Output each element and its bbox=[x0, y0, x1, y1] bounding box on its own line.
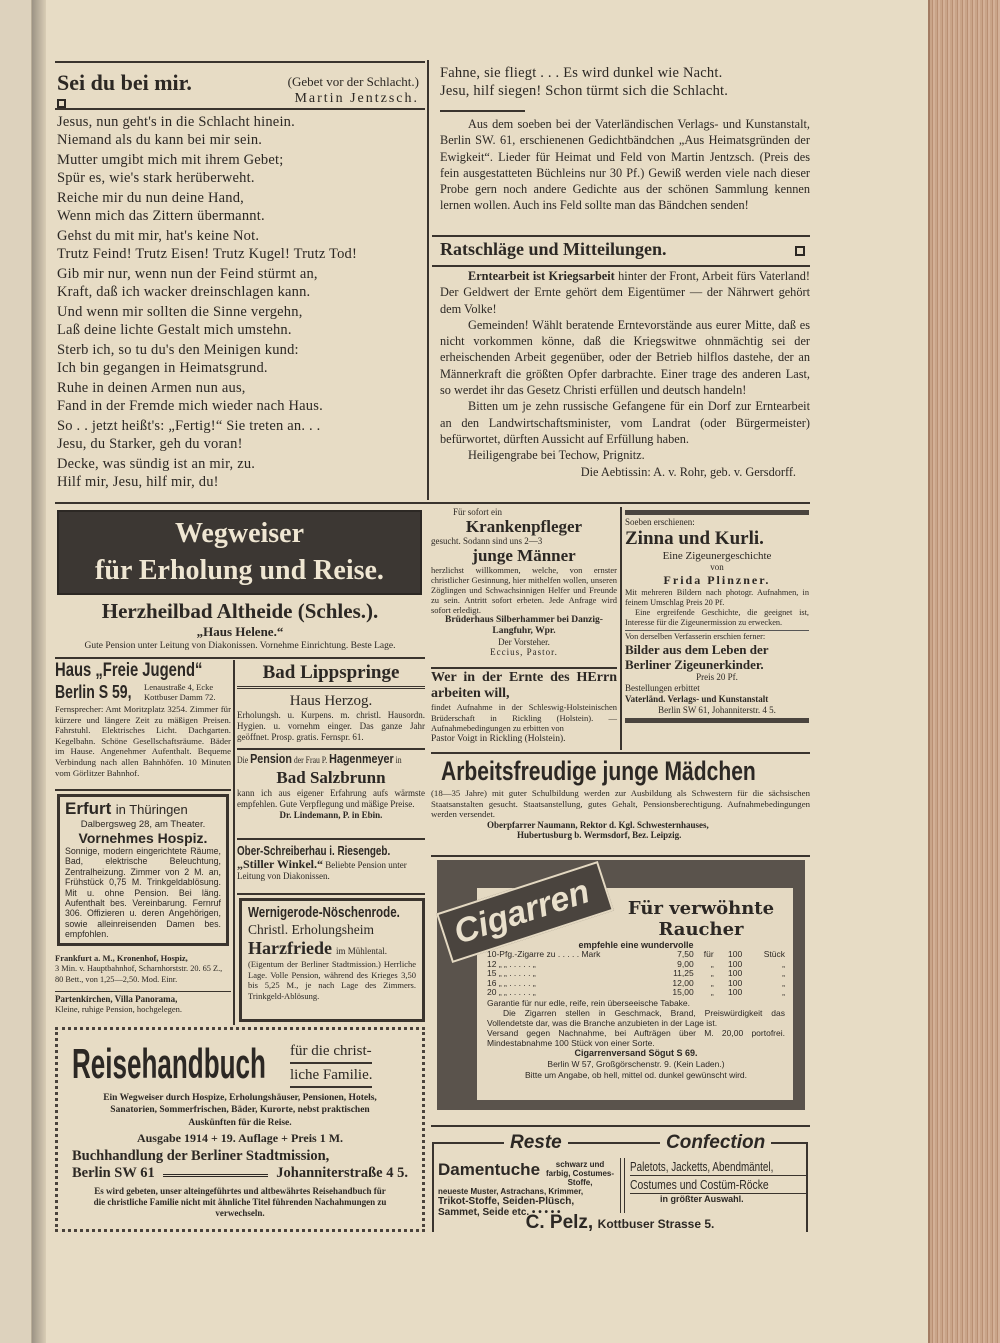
price-cell: 16 „ „ . . . . . „ bbox=[487, 977, 536, 988]
poem-line: Decke, was sündig ist an mir, zu. bbox=[57, 456, 256, 472]
ad-text: von bbox=[710, 562, 724, 572]
ad-text: Der Vorsteher. bbox=[498, 637, 550, 647]
ad-text: Kleine, ruhige Pension, hochgelegen. bbox=[55, 1004, 182, 1014]
price-cell: 7,50 bbox=[677, 949, 694, 959]
ad-hagenmeyer bbox=[237, 752, 425, 821]
page-edges bbox=[928, 0, 1000, 1343]
ad-text: (18—35 Jahre) mit guter Schulbildung werden zur Ausbildung als Schwestern für die sächsischen Staatsanstalten gesucht. Staatsanstellung, gutes Gehalt, Pensionsberechtigung. Aufnahmebedingungen werden versendet. bbox=[431, 788, 810, 819]
ad-lippspringe bbox=[237, 660, 425, 743]
ad-organization: Brüderhaus Silberhammer bei Danzig-Langfuhr, Wpr. bbox=[445, 615, 603, 636]
poem-line: Jesu, hilf siegen! Schon türmt sich die Schlacht. bbox=[440, 83, 729, 99]
poem-stanza bbox=[57, 189, 423, 225]
poem-line: Hilf mir, Jesu, hilf mir, du! bbox=[57, 474, 219, 490]
price-cell: „ bbox=[782, 968, 785, 978]
ad-zinna bbox=[625, 510, 809, 723]
ad-altheide bbox=[55, 598, 425, 652]
poem-line: Trutz Feind! Trutz Eisen! Trutz Kugel! Trutz Tod! bbox=[57, 246, 358, 262]
ad-title: Reisehandbuch bbox=[72, 1040, 266, 1087]
advice-signature: Die Aebtissin: A. v. Rohr, geb. v. Gersdorff. bbox=[580, 464, 796, 479]
ad-note: Es wird gebeten, unser alteingeführtes und altbewährtes Reisehandbuch für die christliche Familie nicht mit ähnliche Titel führenden Nachahmungen zu verwechseln. bbox=[93, 1185, 387, 1218]
poem-line: Gehst du mit mir, hat's keine Not. bbox=[57, 228, 260, 244]
ad-subtitle: Eine Zigeunergeschichte bbox=[662, 550, 772, 562]
ad-text: Die bbox=[237, 755, 249, 765]
ad-text: Fernsprecher: Amt Moritzplatz 3254. Zimmer für kürzere und längere Zeit zu mäßigen Preisen. Fahrstuhl. Elektrisches Licht. Dachgarten. Kegelbahn. Schöne Gesellschaftsräume. Bäder im Hause. Angenehmer Aufenthalt. Bequeme Verbindung nach allen Bahnhöfen. 10 Minuten vom Görlitzer Bahnhof. bbox=[55, 704, 231, 778]
ad-signature: Pastor Voigt in Rickling (Holstein). bbox=[431, 733, 566, 744]
ad-text: herzlichst willkommen, welche, von ernster christlicher Gesinnung, hier mithelfen wollen, unseren Zöglingen und Schwachsinnigen Helfer und Freunde zu sein. Antritt sofort erbeten. Jede Anfrage wird sofort erledigt. bbox=[431, 565, 617, 615]
price-cell: Stück bbox=[763, 949, 785, 959]
ad-text: Soeben erschienen: bbox=[625, 517, 695, 527]
ad-firm: Cigarrenversand Sögut S 69. bbox=[574, 1047, 698, 1058]
square-ornament-icon bbox=[795, 246, 805, 256]
poem-line: Jesu, du Starker, geh du voran! bbox=[57, 436, 243, 452]
poem-stanza bbox=[57, 113, 423, 149]
facing-page-edge bbox=[0, 0, 32, 1343]
ad-text: (Eigentum der Berliner Stadtmission.) Herrliche Lage. Volle Pension, während des Krieges 3,50 bis 5,25 M., je nach Lage des Zimmers. Trinkgeld-Ablösung. bbox=[248, 959, 416, 1001]
ad-price: Preis 20 Pf. bbox=[696, 672, 738, 682]
ad-text: Beliebte Pension unter Leitung von Diakonissen. bbox=[237, 860, 407, 881]
ad-krankenpfleger bbox=[431, 507, 617, 657]
price-cell: 15,00 bbox=[672, 987, 694, 997]
square-ornament-icon bbox=[57, 99, 66, 108]
ad-text: empfehle eine wundervolle bbox=[578, 940, 694, 950]
price-cell: 20 „ „ . . . . . „ bbox=[487, 987, 536, 997]
poem-line: Sterb ich, so tu du's den Meinigen kund: bbox=[57, 342, 299, 358]
ad-text: gesucht. Sodann sind uns 2—3 bbox=[431, 536, 543, 546]
travel-guide-banner bbox=[57, 510, 422, 595]
ad-text: Erholungsh. u. Kurpens. m. christl. Hausordn. Hygien. u. vornehm einger. Das ganze Jahr geöffnet. Prosp. gratis. Fernspr. 61. bbox=[237, 710, 425, 742]
ad-schreiberhau bbox=[237, 842, 425, 882]
ad-title: Krankenpfleger bbox=[465, 517, 583, 536]
advice-place: Heiligengrabe bei Techow, Prignitz. bbox=[468, 448, 645, 463]
ad-publisher: Buchhandlung der Berliner Stadtmission, bbox=[72, 1147, 330, 1164]
price-cell: 12,00 bbox=[672, 977, 694, 988]
poem-line: Reiche mir du nun deine Hand, bbox=[57, 190, 245, 206]
ad-text: 3 Min. v. Hauptbahnhof, Scharnhorststr. 20. 65 Z., 80 Bett., von 1,25—2,50. Mod. Einr. bbox=[55, 964, 223, 984]
ad-partenkirchen bbox=[55, 994, 231, 1015]
poem-subtitle: (Gebet vor der Schlacht.) bbox=[287, 74, 419, 89]
price-cell: 100 bbox=[728, 977, 743, 988]
poem-title: Sei du bei mir. bbox=[57, 70, 192, 95]
ad-title: Erfurt bbox=[65, 799, 112, 818]
ad-erfurt bbox=[57, 794, 229, 946]
poem-continuation bbox=[440, 64, 810, 100]
ad-title: Bilder aus dem Leben der Berliner Zigeunerkinder. bbox=[625, 642, 769, 672]
poem-line: Kraft, daß ich wacker dreinschlagen kann. bbox=[57, 284, 311, 300]
price-table bbox=[487, 950, 785, 998]
poem-line: Fand in der Fremde mich wieder nach Haus. bbox=[57, 398, 323, 414]
ad-address: Kottbuser Strasse 5. bbox=[597, 1217, 715, 1231]
ad-edition: Ausgabe 1914 + 19. Auflage + Preis 1 M. bbox=[136, 1130, 344, 1145]
poem-stanza bbox=[57, 303, 423, 339]
ad-address: Dalbergsweg 28, am Theater. bbox=[80, 819, 206, 830]
ad-title: Wer in der Ernte des HErrn arbeiten will, bbox=[431, 670, 617, 701]
ad-maedchen bbox=[431, 755, 810, 841]
price-cell: „ bbox=[710, 968, 714, 978]
ad-text: Pension bbox=[250, 752, 292, 766]
price-cell: „ bbox=[782, 958, 785, 969]
ad-title: Für verwöhnte Raucher bbox=[627, 898, 775, 940]
ad-title: Bad Lippspringe bbox=[237, 660, 425, 689]
ad-text: im Mühlental. bbox=[335, 946, 387, 956]
ad-address: Lenaustraße 4, Ecke Kottbuser Damm 72. bbox=[144, 682, 216, 702]
poem-line: Und wenn mir sollten die Sinne vergehn, bbox=[57, 304, 303, 320]
advice-paragraph: Bitten um je zehn russische Gefangene für ein Dorf zur Erntearbeit an den Landwirtschaftsminister, vom Landrat (oder Bürgermeister) befürwortet, dürften Aussicht auf Erfüllung haben. bbox=[440, 399, 810, 446]
price-cell: für bbox=[703, 949, 714, 959]
ad-title: Partenkirchen, Villa Panorama, bbox=[55, 994, 178, 1004]
ad-title: Haus „Freie Jugend“ bbox=[55, 660, 203, 681]
poem-line: Ich bin gegangen in Heimatsgrund. bbox=[57, 360, 268, 376]
ad-frankfurt bbox=[55, 953, 231, 985]
ad-text: schwarz und farbig, Costumes-Stoffe, bbox=[546, 1160, 615, 1187]
ad-subtitle: Christl. Erholungsheim bbox=[248, 922, 374, 937]
ad-freie-jugend bbox=[55, 660, 231, 778]
ad-wernigerode bbox=[239, 898, 425, 1022]
ad-text: Ein Wegweiser durch Hospize, Erholungshäuser, Pensionen, Hotels, Sanatorien, Sommerfrischen, Bäder, Kurorte, nebst praktischen Auskünften für die Reise. bbox=[103, 1093, 377, 1128]
banner-line: für Erholung und Reise. bbox=[95, 555, 384, 586]
ad-city: Berlin S 59, bbox=[55, 682, 132, 702]
ad-text: Für sofort ein bbox=[453, 507, 502, 517]
poem-line: So . . jetzt heißt's: „Fertig!“ Sie treten an. . . bbox=[57, 418, 321, 434]
price-cell: „ bbox=[710, 958, 714, 969]
poem-line: Gib mir nur, wenn nun der Feind stürmt an, bbox=[57, 266, 318, 282]
poem-line: Niemand als du kann bei mir sein. bbox=[57, 132, 263, 148]
ad-text: in größter Auswahl. bbox=[660, 1194, 744, 1204]
poem-stanza bbox=[57, 341, 423, 377]
price-cell: „ bbox=[710, 977, 714, 988]
ad-address: Berlin W 57, Großgörschenstr. 9. (Kein Laden.) bbox=[547, 1058, 725, 1069]
ad-text: in bbox=[395, 755, 402, 765]
ad-author: Frida Plinzner. bbox=[663, 573, 771, 587]
ad-firm: C. Pelz, bbox=[525, 1212, 594, 1233]
poem-line: Fahne, sie fliegt . . . Es wird dunkel wie Nacht. bbox=[440, 65, 723, 81]
ad-text: neueste Muster, Astrachans, Krimmer, bbox=[438, 1187, 584, 1196]
price-cell: „ bbox=[710, 987, 714, 997]
ad-text: Versand gegen Nachnahme, bei Aufträgen über M. 20,00 portofrei. Mindestabnahme 100 Stück von einer Sorte. bbox=[487, 1027, 785, 1048]
ad-signature: Hubertusburg b. Wermsdorf, Bez. Leipzig. bbox=[517, 830, 682, 840]
poem-body bbox=[57, 113, 423, 493]
ad-text: Eine ergreifende Geschichte, die geeignet ist, Interesse für die Zigeunermission zu erwecken. bbox=[625, 608, 809, 627]
ad-title: Wernigerode-Nöschenrode. bbox=[248, 905, 400, 921]
ad-signature: Eccius, Pastor. bbox=[490, 647, 558, 657]
ad-heading: Reste bbox=[504, 1132, 568, 1154]
poem-stanza bbox=[57, 265, 423, 301]
ad-text: Mit mehreren Bildern nach photogr. Aufnahmen, in feinem Umschlag Preis 20 Pf. bbox=[625, 588, 809, 607]
ad-text: Gute Pension unter Leitung von Diakonissen. Vornehme Einrichtung. Beste Lage. bbox=[84, 641, 396, 651]
price-cell: 15 „ „ . . . . . „ bbox=[487, 968, 536, 978]
poem-line: Mutter umgibt mich mit ihrem Gebet; bbox=[57, 152, 284, 168]
price-cell: „ bbox=[782, 987, 785, 997]
ad-text: Paletots, Jacketts, Abendmäntel, bbox=[630, 1159, 774, 1174]
price-cell: 100 bbox=[728, 949, 743, 959]
ad-text: findet Aufnahme in der Schleswig-Holsteinischen Brüderschaft in Rickling (Holstein). — Aufnahmebedingungen zu erbitten von bbox=[431, 702, 617, 733]
price-cell: 12 „ „ . . . . . „ bbox=[487, 958, 536, 969]
poem-stanza bbox=[57, 227, 423, 263]
ad-text: Garantie für nur edle, reife, rein überseeische Tabake. bbox=[487, 997, 691, 1008]
ad-name: Vornehmes Hospiz. bbox=[78, 830, 208, 846]
advice-heading: Ratschläge und Mitteilungen. bbox=[440, 239, 667, 259]
price-cell: 11,25 bbox=[673, 968, 694, 978]
poem bbox=[57, 66, 423, 108]
ad-title: Damentuche bbox=[438, 1160, 541, 1179]
price-cell: 100 bbox=[728, 958, 743, 969]
price-row bbox=[487, 988, 785, 998]
ad-text: Trikot-Stoffe, Seiden-Plüsch, Sammet, Seide etc. • • • • • bbox=[438, 1196, 575, 1218]
poem-line: Wenn mich das Zittern übermannt. bbox=[57, 208, 265, 224]
dark-bar bbox=[625, 510, 809, 515]
price-cell: 100 bbox=[728, 987, 743, 997]
poem-stanza bbox=[57, 151, 423, 187]
ad-text: Die Zigarren stellen in Geschmack, Brand, Preiswürdigkeit das Vollendetste dar, was die Branche anzubieten in der Lage ist. bbox=[487, 1007, 785, 1028]
poem-line: Jesus, nun geht's in die Schlacht hinein. bbox=[57, 114, 295, 130]
ad-title: Zinna und Kurli. bbox=[625, 528, 764, 549]
price-cell: 100 bbox=[728, 968, 743, 978]
ad-name: „Stiller Winkel.“ bbox=[237, 857, 324, 871]
advice-text bbox=[440, 268, 810, 480]
double-divider bbox=[620, 1158, 625, 1213]
ad-title: Herzheilbad Altheide (Schles.). bbox=[101, 599, 379, 623]
banner-line: Wegweiser bbox=[174, 518, 305, 549]
ad-pelz bbox=[432, 1132, 808, 1232]
ad-text: der Frau P. bbox=[293, 755, 328, 765]
ad-publisher: Vaterländ. Verlags- und Kunstanstalt bbox=[625, 694, 769, 704]
ad-subtitle: für die christ- bbox=[290, 1040, 372, 1064]
ad-text: Bestellungen erbittet bbox=[625, 683, 700, 693]
ad-signature: Dr. Lindemann, P. in Ebin. bbox=[279, 810, 383, 820]
ad-name: „Haus Helene.“ bbox=[196, 624, 284, 639]
ad-title: Ober-Schreiberhau i. Riesengeb. bbox=[237, 843, 391, 858]
ad-name: Haus Herzog. bbox=[289, 693, 373, 709]
dark-bar bbox=[625, 718, 809, 723]
ad-subtitle: liche Familie. bbox=[290, 1064, 372, 1088]
ad-title: Frankfurt a. M., Kronenhof, Hospiz, bbox=[55, 953, 188, 963]
double-rule bbox=[163, 1174, 269, 1177]
ad-name: Hagenmeyer bbox=[329, 752, 394, 766]
price-cell: 10-Pfg.-Zigarre zu . . . . . Mark bbox=[487, 949, 601, 959]
poem-line: Ruhe in deinen Armen nun aus, bbox=[57, 380, 246, 396]
ad-place: Bad Salzbrunn bbox=[276, 768, 386, 787]
poem-stanza bbox=[57, 379, 423, 415]
cigarren-logo: Cigarren bbox=[449, 872, 595, 952]
ad-title: junge Männer bbox=[472, 546, 576, 565]
ad-name: Harzfriede bbox=[248, 938, 332, 958]
ad-heading: Confection bbox=[660, 1132, 771, 1154]
price-cell: „ bbox=[782, 977, 785, 988]
poem-author: Martin Jentzsch. bbox=[294, 91, 419, 106]
poem-stanza bbox=[57, 455, 423, 491]
ad-address: Berlin SW 61 bbox=[72, 1164, 155, 1181]
ad-text: Sonnige, modern eingerichtete Räume, Bad, elektrische Beleuchtung, Zentralheizung. Zimmer von 2 M. an, Frühstück 0,75 M. Trinkgeldablösung. Mit u. ohne Pension. Bei läng. Aufenthalt bes. Vereinbarung. Fernruf 306. Offizieren u. deren Angehörigen, sowie alleinreisenden Damen bes. empfohlen. bbox=[65, 846, 221, 940]
ad-note: Bitte um Angabe, ob hell, mittel od. dunkel gewünscht wird. bbox=[524, 1069, 748, 1080]
ad-title: Arbeitsfreudige junge Mädchen bbox=[441, 756, 756, 786]
ad-text: kann ich aus eigener Erfahrung aufs wärmste empfehlen. Gute Verpflegung und mäßige Preise. bbox=[237, 788, 425, 809]
price-cell: 9,00 bbox=[677, 958, 694, 969]
ad-text: Costumes und Costüm-Röcke bbox=[630, 1177, 769, 1192]
book-gutter bbox=[32, 0, 46, 1343]
poem-stanza bbox=[57, 417, 423, 453]
advice-paragraph: Gemeinden! Wählt beratende Erntevorstände aus eurer Mitte, daß es nicht vorkommen könne, daß die Kriegswitwe ohnmächtig sei der erheischenden Arbeit gegenüber, oder der Betrieb hilflos dastehe, der an Männerkraft die größten Opfer darbrachte. Einer trage des anderen Last, so werdet ihr das Gesetz Christi erfüllen und deutsch handeln! bbox=[440, 317, 810, 398]
ad-reisehandbuch bbox=[55, 1027, 425, 1232]
ad-title: in Thüringen bbox=[115, 802, 188, 817]
book-note: Aus dem soeben bei der Vaterländischen Verlags- und Kunstanstalt, Berlin SW. 61, erschienenen Gedichtbändchen „Aus Heimatsgründen der Ewigkeit“. Lieder für Heimat und Feld von Martin Jentzsch. (Preis des fein ausgestatteten Büchleins nur 30 Pf.) Gewiß werden viele nach dieser Probe gern noch andere Gedichte aus der schönen Sammlung kennen lernen wollen. Auch ins Feld sollte man das Bändchen senden! bbox=[440, 117, 810, 213]
poem-line: Spür es, wie's stark herüberweht. bbox=[57, 170, 255, 186]
ad-text: Von derselben Verfasserin erschien ferner: bbox=[625, 630, 809, 642]
ad-address: Johanniterstraße 4 5. bbox=[276, 1164, 408, 1181]
ad-address: Berlin SW 61, Johanniterstr. 4 5. bbox=[658, 705, 776, 715]
advice-lead: Erntearbeit ist Kriegsarbeit bbox=[468, 269, 615, 283]
poem-line: Laß deine lichte Gestalt mich umstehn. bbox=[57, 322, 292, 338]
advice-paragraph: hinter der Front, Arbeit fürs Vaterland! Der Geldwert der Ernte gehört dem Eigentümer — der Nährwert gehört dem Volke! bbox=[440, 269, 810, 316]
ad-ernte bbox=[431, 670, 617, 745]
ad-signature: Oberpfarrer Naumann, Rektor d. Kgl. Schwesternhauses, bbox=[487, 819, 709, 830]
